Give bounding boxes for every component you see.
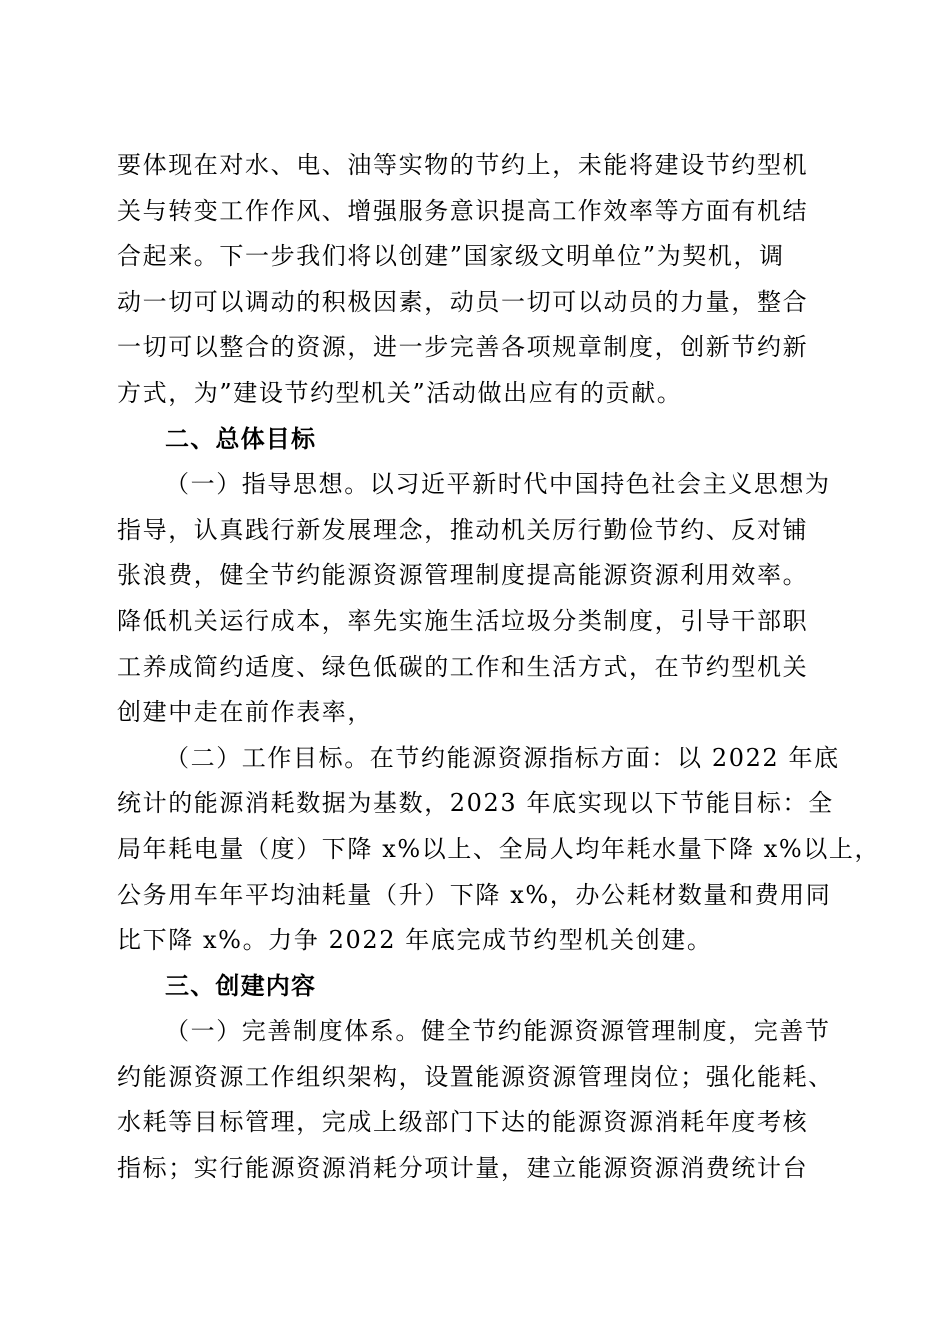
paragraph-first-line: （一）指导思想。以习近平新时代中国持色社会主义思想为 [165, 470, 831, 499]
text-line: 比下降 x%。力争 2022 年底完成节约型机关创建。 [117, 926, 713, 955]
text-line: 关与转变工作作风、增强服务意识提高工作效率等方面有机结 [117, 196, 809, 225]
text-line: 公务用车年平均油耗量（升）下降 x%，办公耗材数量和费用同 [117, 880, 832, 909]
text-line: 合起来。下一步我们将以创建”国家级文明单位”为契机，调 [117, 242, 785, 271]
section-heading-creation-content: 三、创建内容 [165, 971, 317, 1000]
document-body [117, 143, 881, 1192]
paragraph-first-line: （二）工作目标。在节约能源资源指标方面：以 2022 年底 [165, 743, 840, 772]
text-line: 一切可以整合的资源，进一步完善各项规章制度，创新节约新 [117, 333, 809, 362]
text-line: 工养成简约适度、绿色低碳的工作和生活方式，在节约型机关 [117, 652, 809, 681]
text-line: 创建中走在前作表率， [117, 698, 373, 727]
text-line: 局年耗电量（度）下降 x%以上、全局人均年耗水量下降 x%以上， [117, 834, 881, 863]
text-line: 指标；实行能源资源消耗分项计量，建立能源资源消费统计台 [117, 1154, 809, 1183]
text-line: 降低机关运行成本，率先实施生活垃圾分类制度，引导干部职 [117, 606, 809, 635]
text-line: 统计的能源消耗数据为基数，2023 年底实现以下节能目标：全 [117, 789, 834, 818]
text-line: 张浪费，健全节约能源资源管理制度提高能源资源利用效率。 [117, 561, 809, 590]
text-line: 约能源资源工作组织架构，设置能源资源管理岗位；强化能耗、 [117, 1062, 834, 1091]
text-line: 指导，认真践行新发展理念，推动机关厉行勤俭节约、反对铺 [117, 515, 809, 544]
paragraph-first-line: （一）完善制度体系。健全节约能源资源管理制度，完善节 [165, 1017, 831, 1046]
text-line: 水耗等目标管理，完成上级部门下达的能源资源消耗年度考核 [117, 1108, 809, 1137]
text-line: 动一切可以调动的积极因素，动员一切可以动员的力量，整合 [117, 287, 809, 316]
text-line: 方式，为”建设节约型机关”活动做出应有的贡献。 [117, 378, 683, 407]
text-line: 要体现在对水、电、油等实物的节约上，未能将建设节约型机 [117, 151, 809, 179]
section-heading-overall-goals: 二、总体目标 [165, 424, 317, 453]
